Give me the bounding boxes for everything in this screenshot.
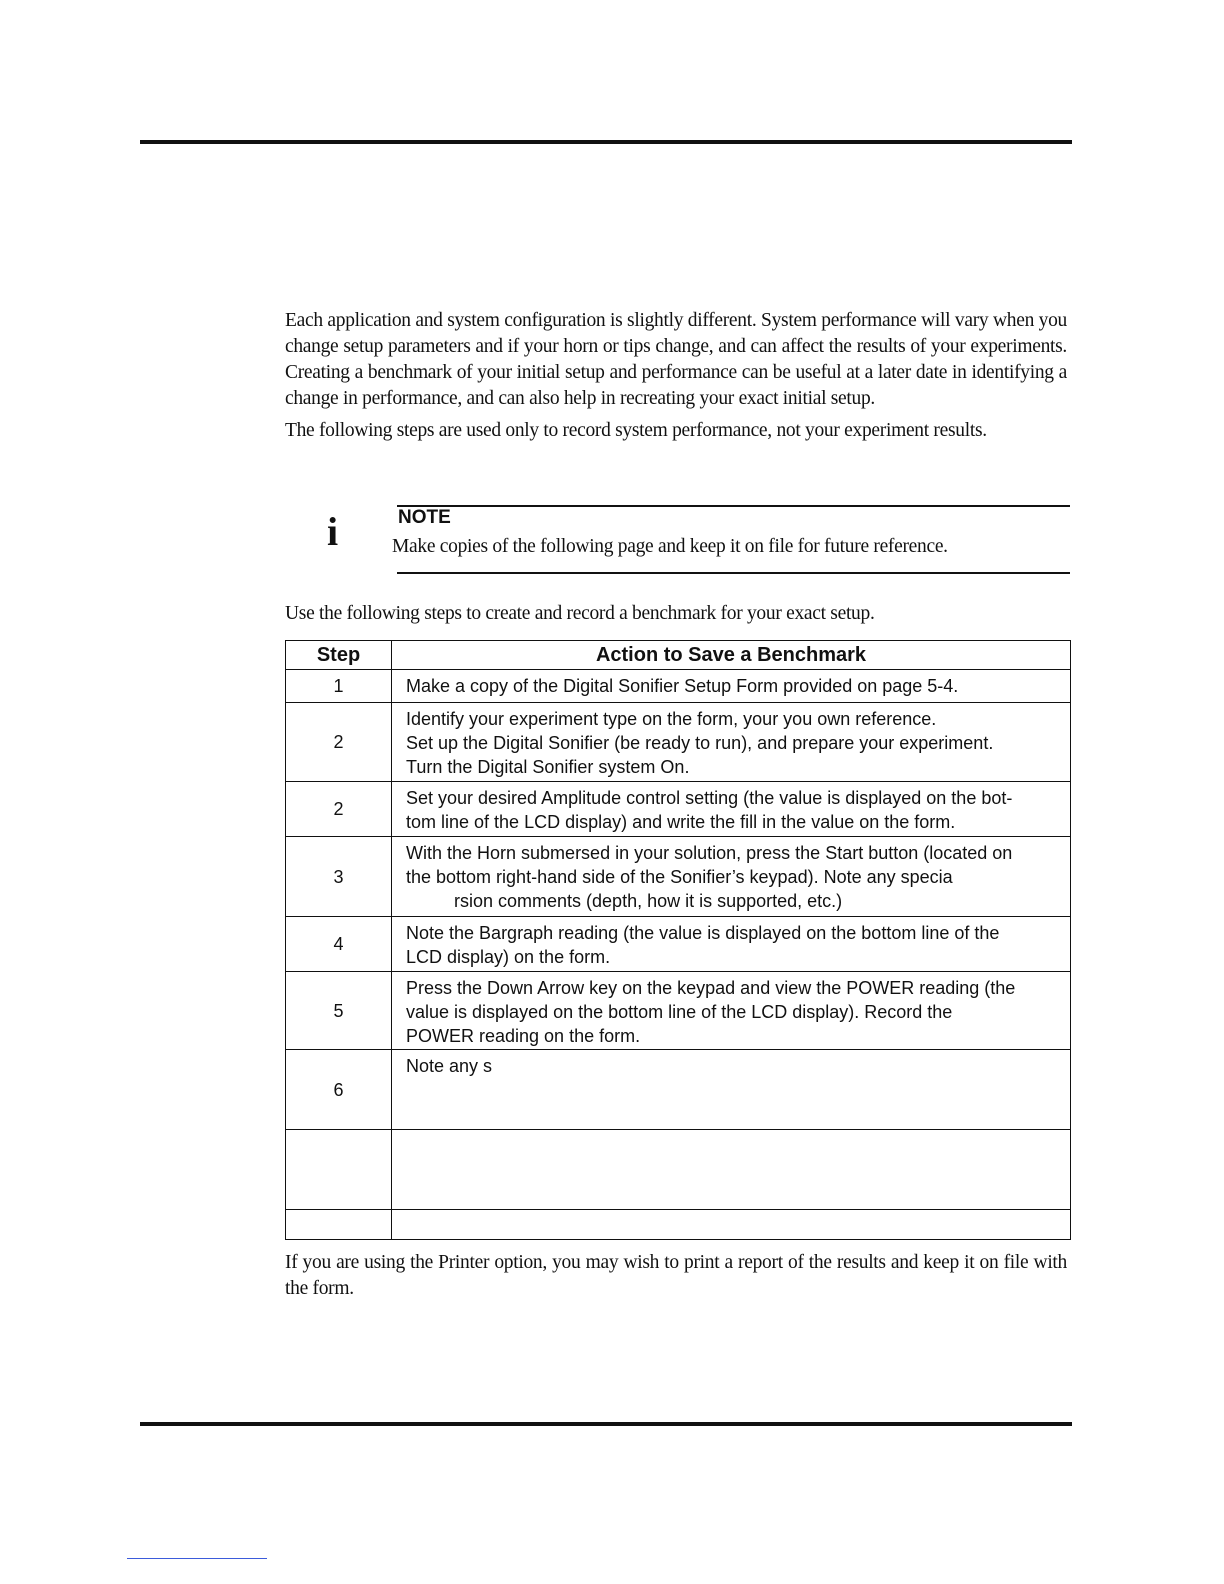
table-row — [286, 782, 1071, 837]
header-rule — [140, 140, 1072, 144]
action-line: value is displayed on the bottom line of the LCD display). Record the — [406, 1002, 953, 1022]
step-action — [392, 670, 1071, 703]
note-bottom-rule — [397, 572, 1070, 574]
table-row — [286, 917, 1071, 972]
action-line: Press the Down Arrow key on the keypad and view the POWER reading (the — [406, 978, 1016, 998]
step-action — [392, 972, 1071, 1050]
action-line: LCD display) on the form. — [406, 947, 611, 967]
step-number — [286, 1210, 392, 1240]
footer-rule — [140, 1422, 1072, 1426]
table-lead-in — [285, 601, 1067, 627]
note-title: NOTE — [398, 507, 451, 528]
table-row — [286, 1210, 1071, 1240]
action-line: Make a copy of the Digital Sonifier Setup Form provided on page 5-4. — [406, 676, 959, 696]
table-header-row — [286, 641, 1071, 670]
header-action: Action to Save a Benchmark — [392, 641, 1071, 670]
intro-paragraph-2: The following steps are used only to record system performance, not your experiment results. — [285, 420, 987, 441]
action-line: POWER reading on the form. — [406, 1026, 641, 1046]
step-action — [392, 917, 1071, 972]
table-row — [286, 670, 1071, 703]
step-number: 5 — [286, 972, 392, 1050]
info-icon: i — [327, 509, 339, 554]
footer-link-underline — [127, 1558, 267, 1559]
intro-section — [285, 308, 1067, 444]
step-action — [392, 1210, 1071, 1240]
table-row — [286, 972, 1071, 1050]
step-action — [392, 1130, 1071, 1210]
table-row — [286, 837, 1071, 917]
step-action — [392, 782, 1071, 837]
step-number: 2 — [286, 703, 392, 782]
action-line: With the Horn submersed in your solution, press the Start button (located on — [406, 843, 1013, 863]
closing-text: If you are using the Printer option, you may wish to print a report of the results and keep it on file with the form. — [285, 1252, 1067, 1299]
action-line: the bottom right-hand side of the Sonifier’s keypad). Note any specia — [406, 867, 953, 887]
benchmark-table — [285, 640, 1071, 1240]
step-number: 6 — [286, 1050, 392, 1130]
step-number — [286, 1130, 392, 1210]
step-action — [392, 1050, 1071, 1130]
note-top-rule — [397, 505, 1070, 507]
step-number: 2 — [286, 782, 392, 837]
table-row — [286, 703, 1071, 782]
action-line: Note any s — [406, 1056, 493, 1076]
table-row — [286, 1130, 1071, 1210]
action-line: Set your desired Amplitude control setting (the value is displayed on the bot- — [406, 788, 1013, 808]
action-line: Turn the Digital Sonifier system On. — [406, 757, 690, 777]
note-text: Make copies of the following page and keep it on file for future reference. — [392, 536, 948, 557]
table-row — [286, 1050, 1071, 1130]
action-line: Set up the Digital Sonifier (be ready to run), and prepare your experiment. — [406, 733, 994, 753]
header-step: Step — [286, 641, 392, 670]
action-line: Identify your experiment type on the form, your you own reference. — [406, 709, 937, 729]
step-number: 3 — [286, 837, 392, 917]
action-line: Note the Bargraph reading (the value is displayed on the bottom line of the — [406, 923, 1000, 943]
closing-section — [285, 1250, 1067, 1302]
step-action — [392, 703, 1071, 782]
step-number: 4 — [286, 917, 392, 972]
action-line: rsion comments (depth, how it is supported, etc.) — [454, 891, 843, 911]
lead-in-text: Use the following steps to create and record a benchmark for your exact setup. — [285, 603, 875, 624]
step-number: 1 — [286, 670, 392, 703]
intro-paragraph-1: Each application and system configuration is slightly different. System performance will vary when you change setup parameters and if your horn or tips change, and can affect the results of your experiments. Creating a benchmark of your initial setup and performance can be useful at a later date in identifying a change in performance, and can also help in recreating your exact initial setup. — [285, 310, 1067, 409]
action-line: tom line of the LCD display) and write the fill in the value on the form. — [406, 812, 956, 832]
step-action — [392, 837, 1071, 917]
